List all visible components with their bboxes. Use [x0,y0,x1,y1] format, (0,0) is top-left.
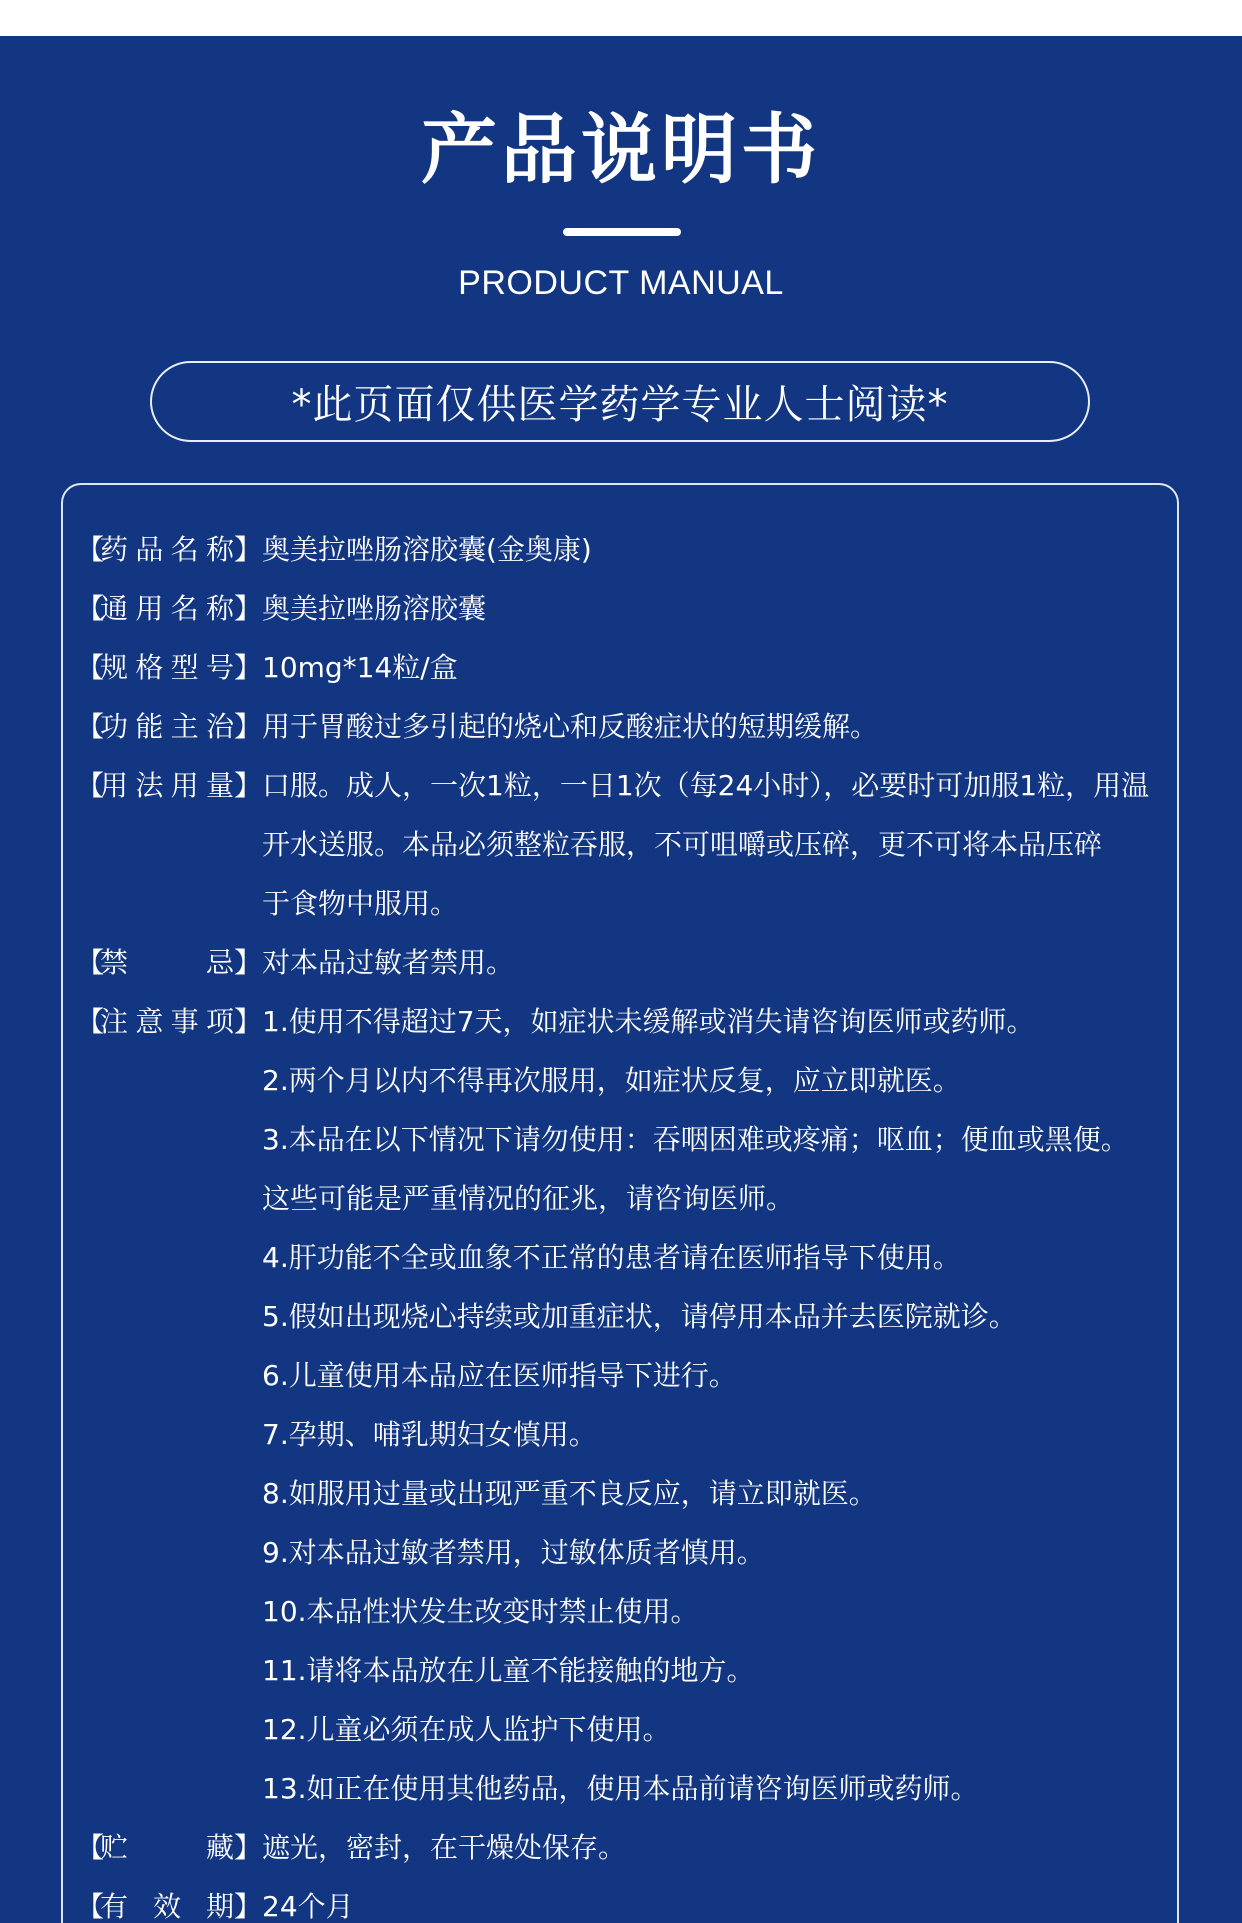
title-underline [563,228,681,236]
info-row-label-text: 通 用 名 称 [100,592,234,625]
info-row-value [262,1818,1186,1877]
info-row-value-line: 12.儿童必须在成人监护下使用。 [262,1713,671,1746]
info-row-label-text: 功 能 主 治 [100,710,234,743]
page-subtitle: PRODUCT MANUAL [458,264,784,302]
info-row-value-line: 8.如服用过量或出现严重不良反应，请立即就医。 [262,1477,877,1510]
label-bracket-open: 【 [76,533,105,566]
info-row [76,756,1186,933]
info-row [76,1818,1186,1877]
info-row-value [262,579,1186,638]
info-row-value-line: 10mg*14粒/盒 [262,651,458,684]
label-bracket-open: 【 [76,651,105,684]
info-row-value-line: 口服。成人，一次1粒，一日1次（每24小时），必要时可加服1粒，用温 [262,769,1150,802]
info-row-label [76,992,262,1051]
info-row-label [76,520,262,579]
info-row-value-line: 用于胃酸过多引起的烧心和反酸症状的短期缓解。 [262,710,879,743]
top-strip [0,0,1242,36]
info-row-label-text: 贮 藏 [100,1831,234,1864]
label-bracket-close: 】 [234,769,263,802]
info-row-label-text: 注 意 事 项 [100,1005,234,1038]
label-bracket-close: 】 [234,651,263,684]
info-row [76,579,1186,638]
info-row-label-text: 用 法 用 量 [100,769,234,802]
info-row-value [262,1877,1186,1923]
info-row-value-line: 11.请将本品放在儿童不能接触的地方。 [262,1654,755,1687]
info-row-value [262,697,1186,756]
info-row [76,933,1186,992]
info-row-value [262,756,1186,933]
info-row [76,697,1186,756]
info-row-value [262,933,1186,992]
info-row [76,1877,1186,1923]
professional-notice-text: *此页面仅供医学药学专业人士阅读* [291,382,949,428]
info-row-value [262,520,1186,579]
label-bracket-open: 【 [76,710,105,743]
info-row [76,992,1186,1818]
info-row-label [76,579,262,638]
label-bracket-open: 【 [76,1005,105,1038]
label-bracket-open: 【 [76,592,105,625]
info-row-label [76,1818,262,1877]
label-bracket-open: 【 [76,1890,105,1923]
label-bracket-close: 】 [234,710,263,743]
info-row-value-line: 5.假如出现烧心持续或加重症状，请停用本品并去医院就诊。 [262,1300,1017,1333]
info-row-value-line: 遮光，密封，在干燥处保存。 [262,1831,627,1864]
info-row-label [76,697,262,756]
info-row-value [262,992,1186,1818]
info-row-value-line: 10.本品性状发生改变时禁止使用。 [262,1595,699,1628]
info-row-value-line: 奥美拉唑肠溶胶囊(金奥康) [262,533,592,566]
info-row-value-line: 9.对本品过敏者禁用，过敏体质者慎用。 [262,1536,765,1569]
info-row-label-text: 禁 忌 [100,946,234,979]
info-row-label [76,638,262,697]
label-bracket-close: 】 [234,533,263,566]
page-title: 产品说明书 [421,105,821,194]
info-row-value-line: 这些可能是严重情况的征兆，请咨询医师。 [262,1182,795,1215]
info-row-value-line: 6.儿童使用本品应在医师指导下进行。 [262,1359,737,1392]
info-row-value-line: 1.使用不得超过7天，如症状未缓解或消失请咨询医师或药师。 [262,1005,1035,1038]
info-row [76,638,1186,697]
label-bracket-open: 【 [76,1831,105,1864]
info-row-label [76,756,262,815]
info-row-label-text: 有 效 期 [100,1890,234,1923]
info-row-value-line: 于食物中服用。 [262,887,459,920]
label-bracket-close: 】 [234,1831,263,1864]
info-row-value-line: 3.本品在以下情况下请勿使用：吞咽困难或疼痛；呕血；便血或黑便。 [262,1123,1129,1156]
label-bracket-open: 【 [76,769,105,802]
info-row-value-line: 7.孕期、哺乳期妇女慎用。 [262,1418,597,1451]
info-row-value-line: 2.两个月以内不得再次服用，如症状反复，应立即就医。 [262,1064,961,1097]
product-info-list [76,520,1186,1923]
info-row-value-line: 开水送服。本品必须整粒吞服，不可咀嚼或压碎，更不可将本品压碎 [262,828,1103,861]
info-row-label-text: 药 品 名 称 [100,533,234,566]
info-row-value-line: 24个月 [262,1890,354,1923]
info-row-value [262,638,1186,697]
info-row-label [76,933,262,992]
label-bracket-open: 【 [76,946,105,979]
info-row-value-line: 奥美拉唑肠溶胶囊 [262,592,487,625]
info-row-value-line: 13.如正在使用其他药品，使用本品前请咨询医师或药师。 [262,1772,979,1805]
label-bracket-close: 】 [234,1890,263,1923]
info-row-value-line: 4.肝功能不全或血象不正常的患者请在医师指导下使用。 [262,1241,961,1274]
info-row-label [76,1877,262,1923]
info-row-value-line: 对本品过敏者禁用。 [262,946,515,979]
label-bracket-close: 】 [234,946,263,979]
info-row-label-text: 规 格 型 号 [100,651,234,684]
label-bracket-close: 】 [234,592,263,625]
info-row [76,520,1186,579]
label-bracket-close: 】 [234,1005,263,1038]
professional-notice-badge [150,361,1090,442]
